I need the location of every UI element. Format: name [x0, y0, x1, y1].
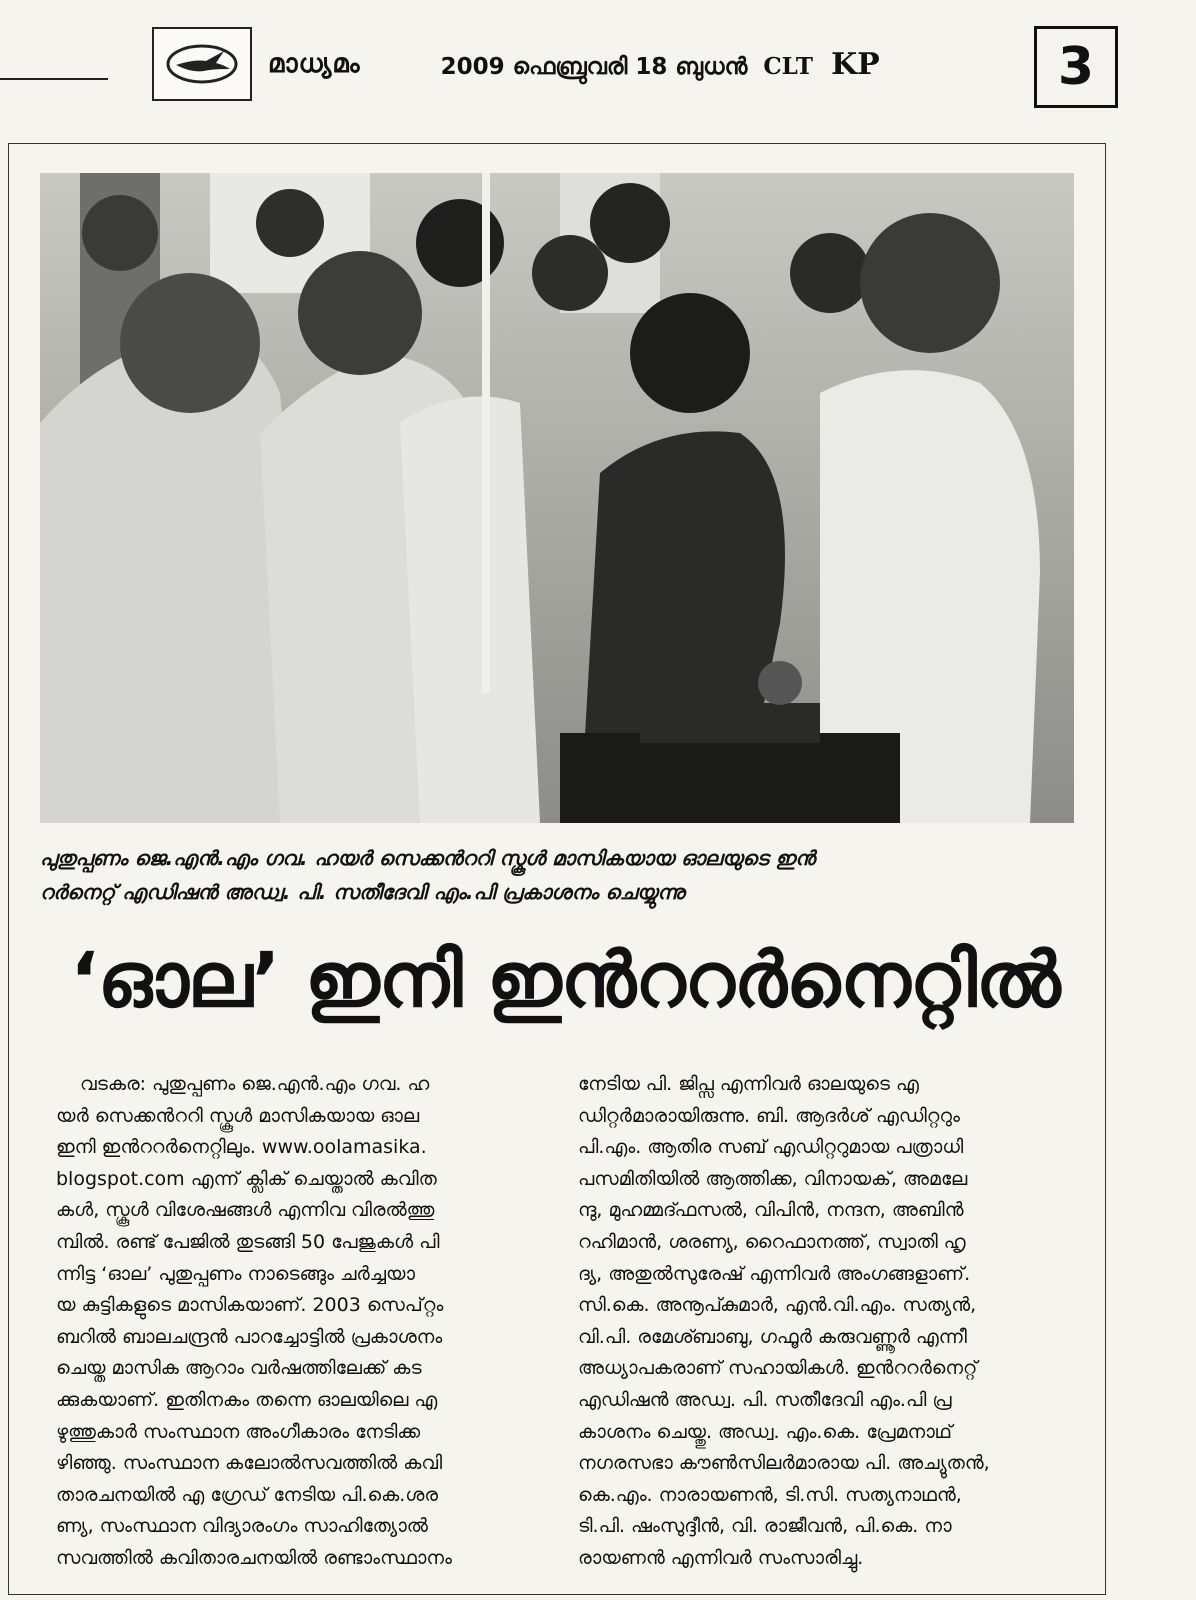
body-line: നഗരസഭാ കൗൺസിലർമാരായ പി. അച്യുതൻ, [578, 1452, 990, 1475]
body-line: പി.എം. ആതിര സബ് എഡിറ്ററുമായ പത്രാധി [578, 1136, 964, 1159]
body-line: ചെയ്ത മാസിക ആറാം വർഷത്തിലേക്ക് കട [56, 1357, 422, 1380]
body-line: കാശനം ചെയ്തു. അഡ്വ. എം.കെ. പ്രേമനാഥ് [578, 1420, 953, 1443]
body-line: യ കുട്ടികളുടെ മാസികയാണ്. 2003 സെപ്റ്റം [56, 1294, 444, 1317]
body-line: ണ്യ, സംസ്ഥാന വിദ്യാരംഗം സാഹിത്യോൽ [56, 1515, 428, 1538]
photo-graphic [40, 173, 1074, 823]
body-line: ഴിഞ്ഞു. സംസ്ഥാന കലോൽസവത്തിൽ കവി [56, 1452, 443, 1475]
body-line: അധ്യാപകരാണ് സഹായികൾ. ഇൻററർനെറ്റ് [578, 1357, 978, 1380]
body-line: എഡിഷൻ അഡ്വ. പി. സതീദേവി എം.പി പ്ര [578, 1388, 952, 1411]
body-line: ന്നിട്ട ‘ഓല’ പുതുപ്പണം നാടെങ്ങും ചർച്ചയാ [56, 1262, 416, 1285]
body-line: വടകര: പുതുപ്പണം ജെ.എൻ.എം ഗവ. ഹ [80, 1073, 430, 1095]
caption-line: റർനെറ്റ് എഡിഷൻ അഡ്വ. പി. സതീദേവി എം.പി പ്രകാശനം ചെയ്യുന്നു [40, 880, 685, 904]
body-line: ഇനി ഇൻററർനെറ്റിലും. www.oolamasika. [56, 1136, 427, 1159]
body-line: പസമിതിയിൽ ആത്തിക്ക, വിനായക്, അമലേ [578, 1167, 968, 1190]
article-column-left [56, 1069, 556, 1575]
body-line: മ്പിൽ. രണ്ട് പേജിൽ തുടങ്ങി 50 പേജുകൾ പി [56, 1230, 440, 1253]
body-line: ന്ദു, മുഹമ്മദ്ഫസൽ, വിപിൻ, നന്ദന, അബിൻ [578, 1199, 964, 1222]
headline: ‘ഓല’ ഇനി ഇൻററർനെറ്റിൽ [70, 935, 1060, 1024]
body-line: വി.പി. രമേശ്ബാബു, ഗഫൂർ കരുവണ്ണൂർ എന്നീ [578, 1325, 967, 1348]
body-line: ബറിൽ ബാലചന്ദ്രൻ പാറച്ചോട്ടിൽ പ്രകാശനം [56, 1325, 443, 1348]
body-line: ഴുത്തുകാർ സംസ്ഥാന അംഗീകാരം നേടിക്ക [56, 1420, 421, 1443]
body-line: ദ്യ, അതുൽസുരേഷ് എന്നിവർ അംഗങ്ങളാണ്. [578, 1262, 971, 1285]
dateline [441, 47, 880, 82]
press-photo-image [40, 173, 1074, 823]
dove-icon [162, 39, 242, 89]
body-line: രായണൻ എന്നിവർ സംസാരിച്ചു. [578, 1546, 864, 1569]
body-line: സവത്തിൽ കവിതാരചനയിൽ രണ്ടാംസ്ഥാനം [56, 1546, 452, 1569]
body-line: നേടിയ പി. ജിപ്സ എന്നിവർ ഓലയുടെ എ [578, 1073, 919, 1095]
body-line: ടി.പി. ഷംസുദ്ദീൻ, വി. രാജീവൻ, പി.കെ. നാ [578, 1515, 952, 1538]
article-column-right [578, 1069, 1088, 1575]
body-line: സി.കെ. അനൂപ്കുമാർ, എൻ.വി.എം. സത്യൻ, [578, 1294, 977, 1317]
photo-caption [40, 841, 1080, 909]
body-line: കെ.എം. നാരായണൻ, ടി.സി. സത്യനാഥൻ, [578, 1483, 962, 1506]
header-rule [0, 78, 108, 80]
newspaper-logo [152, 27, 252, 101]
edition-code: CLT [763, 52, 814, 80]
body-line: യർ സെക്കൻററി സ്കൂൾ മാസികയായ ഓല [56, 1104, 420, 1127]
masthead [152, 22, 1026, 106]
body-line: blogspot.com എന്ന് ക്ലിക് ചെയ്താൽ കവിത [56, 1167, 437, 1190]
body-line: റഹിമാൻ, ശരണ്യ, റൈഫാനത്ത്, സ്വാതി ഹൃ [578, 1230, 966, 1253]
caption-line: പുതുപ്പണം ജെ.എൻ.എം ഗവ. ഹയർ സെക്കൻററി സ്കൂൾ മാസികയായ ഓലയുടെ ഇൻ [40, 846, 815, 870]
body-line: ഡിറ്റർമാരായിരുന്നു. ബി. ആദർശ് എഡിറ്ററും [578, 1104, 960, 1127]
issue-date: 2009 ഫെബ്രുവരി 18 ബുധൻ [440, 53, 748, 80]
body-line: കൾ, സ്കൂൾ വിശേഷങ്ങൾ എന്നിവ വിരൽത്തു [56, 1199, 435, 1222]
paper-name: മാധ്യമം [268, 48, 361, 79]
body-line: ക്കുകയാണ്. ഇതിനകം തന്നെ ഓലയിലെ എ [56, 1388, 438, 1411]
page-number: 3 [1034, 26, 1118, 108]
edition-kp: KP [831, 46, 880, 82]
body-line: താരചനയിൽ എ ഗ്രേഡ് നേടിയ പി.കെ.ശര [56, 1483, 439, 1506]
